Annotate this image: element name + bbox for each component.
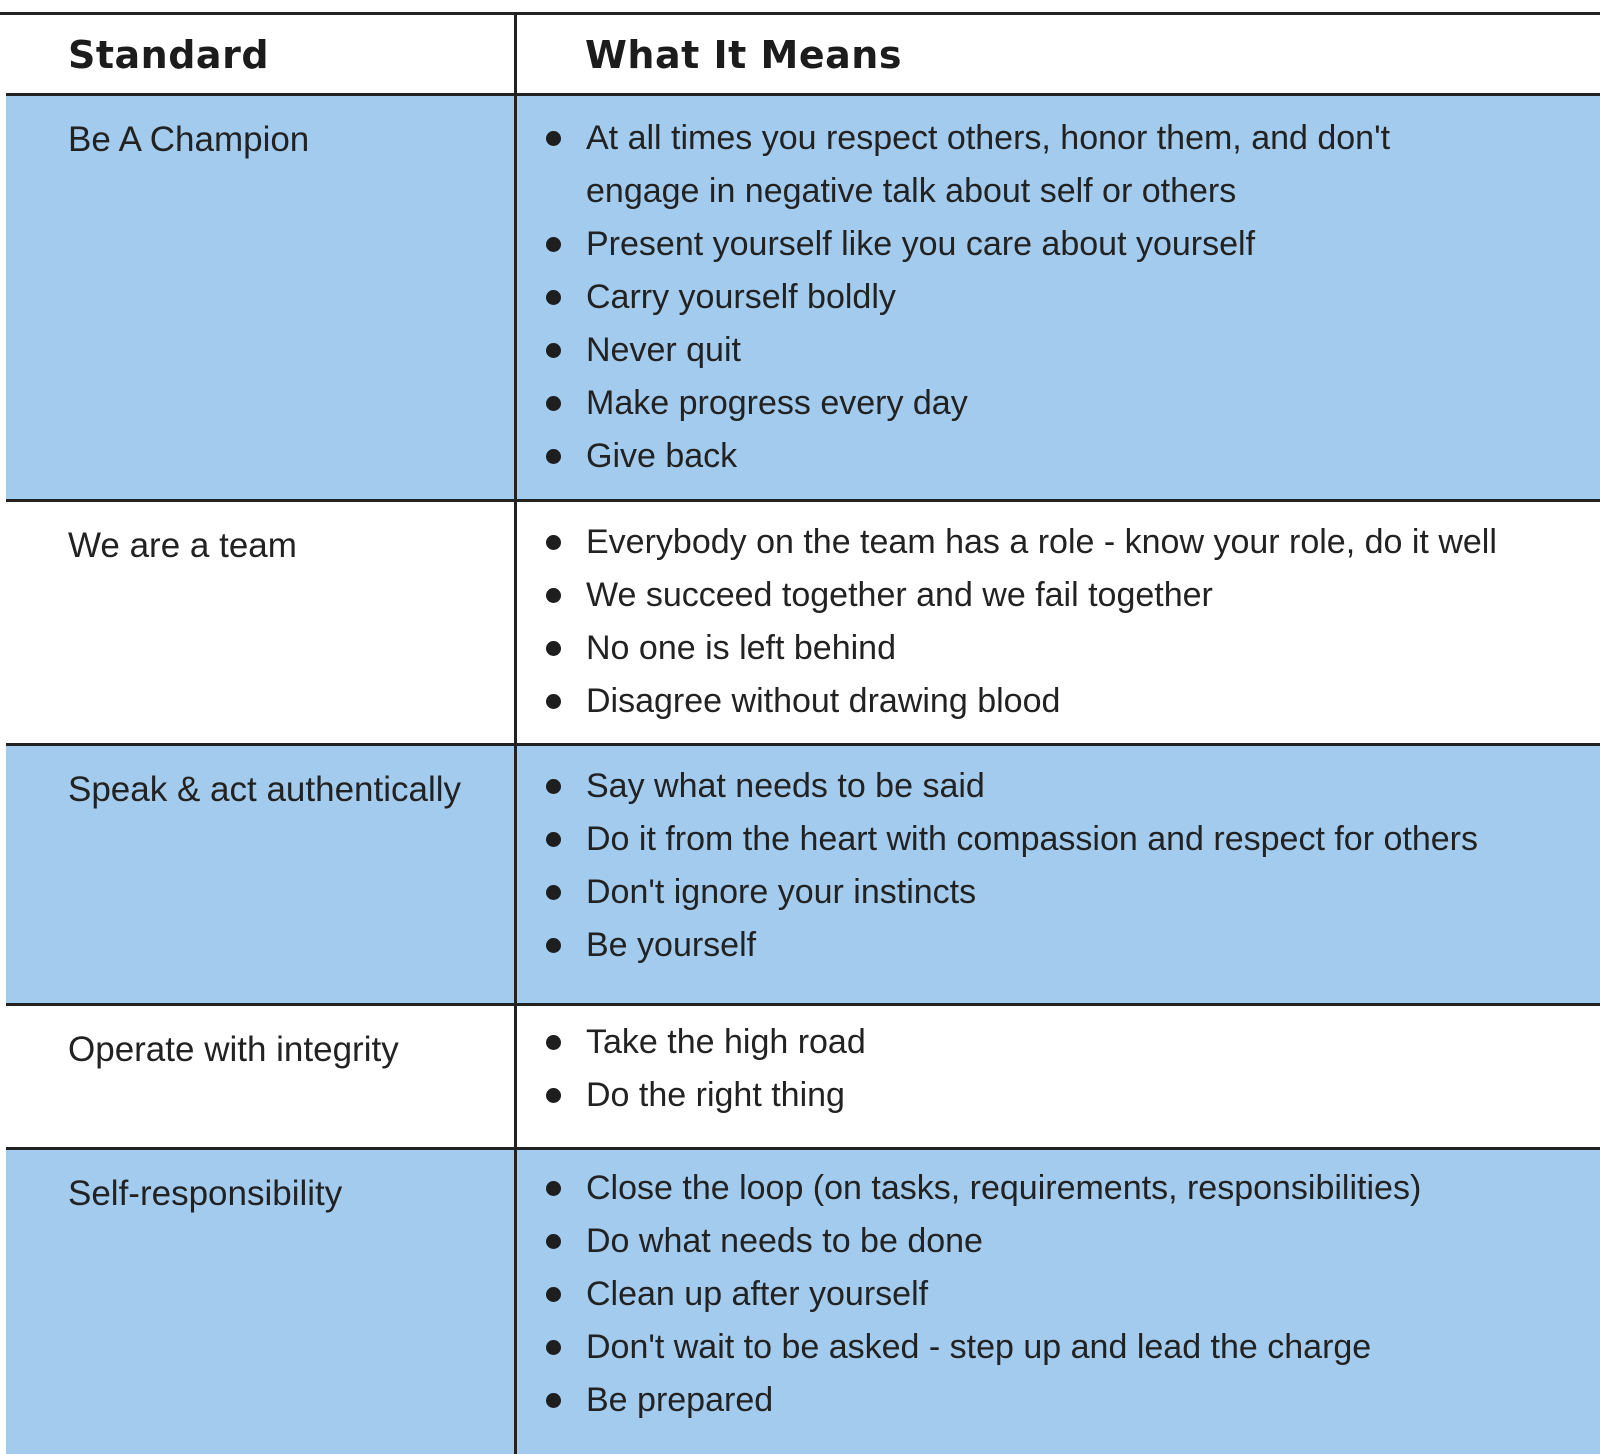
bullet-icon: [546, 588, 561, 603]
standard-label: Be A Champion: [68, 120, 310, 159]
bullet-icon: [546, 1088, 561, 1103]
list-item: No one is left behind: [586, 622, 1586, 675]
table-row-we-are-a-team: [6, 502, 1600, 744]
standard-label: Speak & act authentically: [68, 770, 462, 809]
list-item: At all times you respect others, honor them, and don't engage in negative talk about self or others: [586, 112, 1506, 218]
table-row-speak-act-authentically: [6, 746, 1600, 1004]
bullet-icon: [546, 396, 561, 411]
bullet-icon: [546, 938, 561, 953]
bullet-icon: [546, 1234, 561, 1249]
bullet-icon: [546, 290, 561, 305]
row-divider: [6, 1003, 1600, 1006]
header-divider: [6, 93, 1600, 96]
bullet-icon: [546, 1340, 561, 1355]
header-row: [0, 15, 1600, 95]
row-divider: [6, 499, 1600, 502]
table-row-be-a-champion: [6, 96, 1600, 500]
list-item: Everybody on the team has a role - know your role, do it well: [586, 516, 1586, 569]
means-list: [586, 516, 1586, 728]
list-item: Make progress every day: [586, 377, 1506, 430]
list-item: Be yourself: [586, 919, 1586, 972]
bullet-icon: [546, 885, 561, 900]
means-list: [586, 112, 1506, 483]
bullet-icon: [546, 343, 561, 358]
bullet-icon: [546, 1393, 561, 1408]
bullet-icon: [546, 1035, 561, 1050]
bullet-icon: [546, 1287, 561, 1302]
standard-label: Operate with integrity: [68, 1030, 399, 1069]
standard-label: Self-responsibility: [68, 1174, 343, 1213]
list-item: Take the high road: [586, 1016, 1586, 1069]
bullet-icon: [546, 131, 561, 146]
bullet-icon: [546, 641, 561, 656]
bullet-icon: [546, 779, 561, 794]
list-item: We succeed together and we fail together: [586, 569, 1586, 622]
bullet-icon: [546, 237, 561, 252]
list-item: Present yourself like you care about yourself: [586, 218, 1506, 271]
bullet-icon: [546, 1181, 561, 1196]
list-item: Carry yourself boldly: [586, 271, 1506, 324]
list-item: Do what needs to be done: [586, 1215, 1586, 1268]
means-list: [586, 1162, 1586, 1427]
row-divider: [6, 743, 1600, 746]
bullet-icon: [546, 449, 561, 464]
standard-label: We are a team: [68, 526, 297, 565]
row-divider: [6, 1147, 1600, 1150]
list-item: Say what needs to be said: [586, 760, 1586, 813]
list-item: Clean up after yourself: [586, 1268, 1586, 1321]
list-item: Disagree without drawing blood: [586, 675, 1586, 728]
means-list: [586, 1016, 1586, 1122]
column-divider: [514, 12, 517, 1454]
bullet-icon: [546, 535, 561, 550]
table-row-self-responsibility: [6, 1150, 1600, 1454]
list-item: Close the loop (on tasks, requirements, responsibilities): [586, 1162, 1586, 1215]
list-item: Never quit: [586, 324, 1506, 377]
list-item: Be prepared: [586, 1374, 1586, 1427]
list-item: Give back: [586, 430, 1506, 483]
table-row-operate-with-integrity: [6, 1006, 1600, 1148]
bullet-icon: [546, 832, 561, 847]
list-item: Do it from the heart with compassion and respect for others: [586, 813, 1586, 866]
means-list: [586, 760, 1586, 972]
header-standard: Standard: [68, 33, 270, 77]
bullet-icon: [546, 694, 561, 709]
list-item: Do the right thing: [586, 1069, 1586, 1122]
list-item: Don't wait to be asked - step up and lead the charge: [586, 1321, 1586, 1374]
list-item: Don't ignore your instincts: [586, 866, 1586, 919]
header-what-it-means: What It Means: [585, 33, 902, 77]
